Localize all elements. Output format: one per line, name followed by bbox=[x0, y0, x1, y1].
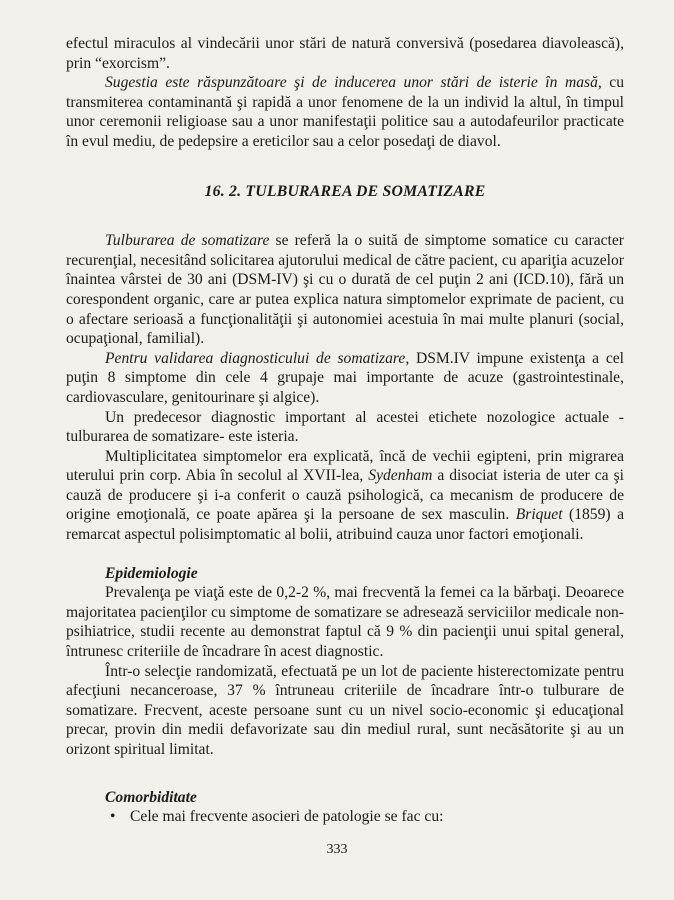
heading-epidemiology: Epidemiologie bbox=[105, 564, 198, 582]
paragraph-conversive-states: efectul miraculos al vindecării unor stări de natură conversivă (posedarea diavolească), prin “exorcism”. bbox=[66, 35, 624, 72]
list-item-text: Cele mai frecvente asocieri de patologie se fac cu: bbox=[130, 808, 444, 826]
list-item bbox=[110, 807, 624, 827]
paragraph-definition: Tulburarea de somatizare se referă la o suită de simptome somatice cu caracter recurenţial, necesitând solicitarea ajutorului medical de către pacient, cu apariţia acuzelor înaintea vârstei de 30 ani (DSM-IV) şi cu o durată de cel puţin 2 ani (ICD.10), fără un corespondent organic, care ar putea explica natura simptomelor exprimate de pacient, cu o afectare serioasă a funcţionalităţii şi autonomiei acestuia în mai multe planuri (social, ocupaţional, familial). bbox=[66, 232, 624, 348]
page-number: 333 bbox=[326, 842, 348, 857]
name-sydenham: Sydenham bbox=[368, 467, 433, 485]
bullet-icon: • bbox=[110, 808, 116, 826]
paragraph-mass-hysteria: Sugestia este răspunzătoare şi de inducerea unor stări de isterie în masă, cu transmiterea contaminantă şi rapidă a unor fenomene de la un individ la altul, în timpul unor ceremonii religioase sau a unor manifestaţii politice sau a autodafeurilor practicate în evul mediu, de pedepsire a ereticilor sau a celor posedaţi de diavol. bbox=[66, 74, 625, 150]
italic-lead: Sugestia este răspunzătoare şi de inducerea unor stări de isterie în masă, bbox=[105, 74, 602, 92]
paragraph-diagnosis-validation: Pentru validarea diagnosticului de somatizare, DSM.IV impune existenţa a cel puţin 8 simptome din cele 4 grupaje mai importante de acuze (gastrointestinale, cardiovasculare, genitourinare şi algice). bbox=[66, 349, 625, 406]
page-body bbox=[66, 34, 624, 827]
paragraph-history: Multiplicitatea simptomelor era explicată, încă de vechii egipteni, prin migrarea uterului prin corp. Abia în secolul al XVII-lea, Sydenham a disociat isteria de uter ca şi cauză de producere şi i-a conferit o cauză psihologică, ca mecanism de producere de origine emoţională, ce poate apărea şi la persoane de sex masculin. Briquet (1859) a remarcat aspectul polisimptomatic al bolii, atribuind cauza unor factori emoţionali. bbox=[66, 447, 624, 544]
paragraph-randomized-selection: Într-o selecţie randomizată, efectuată pe un lot de paciente histerectomizate pentru afecţiuni necanceroase, 37 % întruneau criteriile de încadrare într-o tulburare de somatizare. Frecvent, aceste persoane sunt cu un nivel socio-economic şi educaţional precar, provin din medii defavorizate sau din mediul rural, sunt necăsătorite şi au un orizont spiritual limitat. bbox=[66, 662, 624, 758]
paragraph-predecessor: Un predecesor diagnostic important al acestei etichete nozologice actuale - tulburarea de somatizare- este isteria. bbox=[66, 408, 624, 446]
name-briquet: Briquet bbox=[515, 506, 563, 524]
paragraph-prevalence: Prevalenţa pe viaţă este de 0,2-2 %, mai frecventă la femei ca la bărbaţi. Deoarece majoritatea pacienţilor cu simptome de somatizare se adresează serviciilor medicale non-psihiatrice, studii recente au demonstrat faptul că 9 % din pacienţii unui spital general, întrunesc criteriile de încadrare în acest diagnostic. bbox=[66, 584, 624, 661]
heading-comorbidity: Comorbiditate bbox=[105, 788, 197, 806]
italic-lead: Pentru validarea diagnosticului de somatizare, bbox=[105, 349, 410, 367]
italic-lead: Tulburarea de somatizare bbox=[105, 232, 270, 250]
section-title: 16. 2. TULBURAREA DE SOMATIZARE bbox=[204, 182, 486, 200]
